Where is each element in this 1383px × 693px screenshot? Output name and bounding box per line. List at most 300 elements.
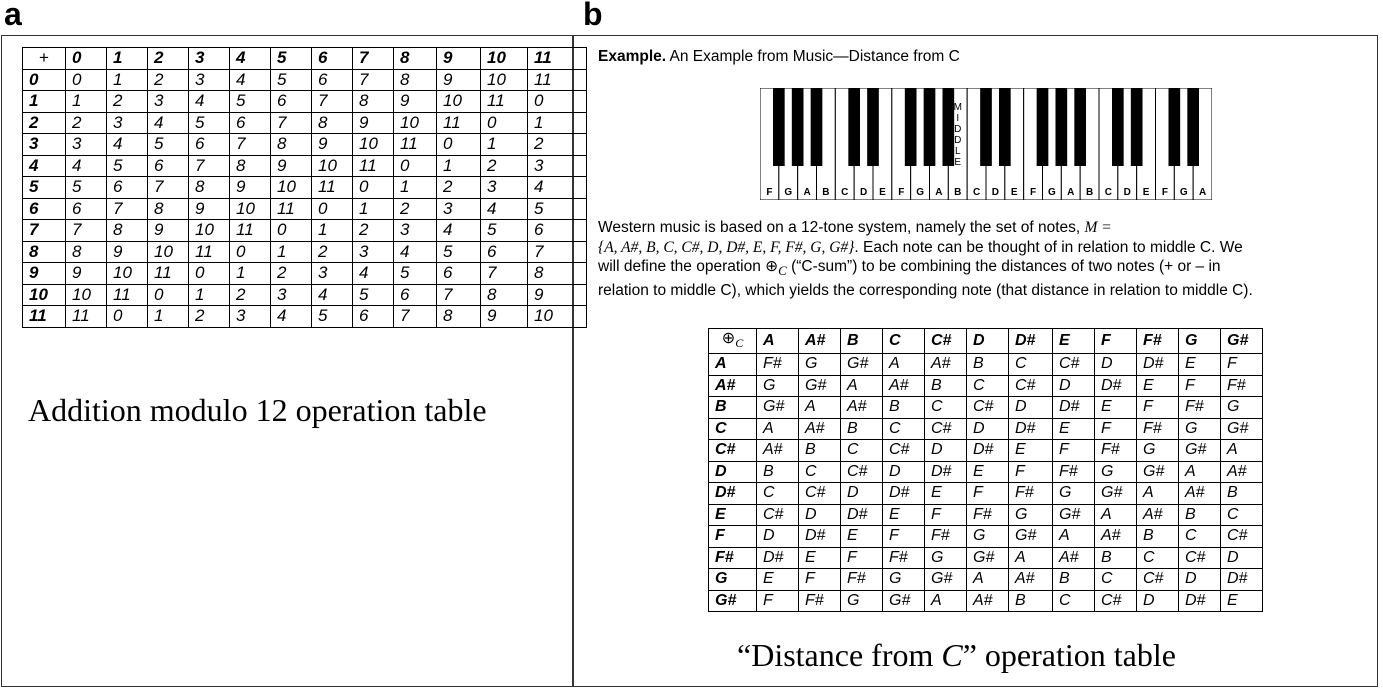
table-row: [709, 397, 1263, 419]
table-cell: C#: [883, 440, 925, 462]
table-cell: D: [841, 483, 883, 505]
table-cell: G#: [841, 354, 883, 376]
table-row: [709, 526, 1263, 548]
table-cell: B: [1009, 590, 1053, 612]
column-header: 0: [66, 48, 107, 70]
table-cell: 1: [189, 284, 230, 306]
table-cell: C#: [841, 461, 883, 483]
table-cell: 11: [148, 263, 189, 285]
black-key: [848, 88, 860, 166]
table-cell: 11: [312, 177, 353, 199]
column-header: A: [757, 329, 799, 354]
row-header: 3: [23, 134, 66, 156]
row-header: 10: [23, 284, 66, 306]
middle-c-marker-letter: D: [954, 124, 962, 135]
table-cell: 4: [312, 284, 353, 306]
table-cell: 1: [437, 155, 481, 177]
black-key: [1074, 88, 1086, 166]
table-cell: 7: [481, 263, 528, 285]
table-cell: A#: [1095, 526, 1137, 548]
table-cell: A#: [799, 418, 841, 440]
table-row: [23, 284, 587, 306]
table-cell: 10: [107, 263, 148, 285]
table-cell: G: [883, 569, 925, 591]
white-key-label: B: [822, 187, 830, 198]
black-key: [999, 88, 1011, 166]
black-key: [867, 88, 879, 166]
table-cell: 5: [394, 263, 437, 285]
row-header: 8: [23, 241, 66, 263]
row-header: 1: [23, 91, 66, 113]
table-cell: C: [1179, 526, 1221, 548]
table-cell: 6: [394, 284, 437, 306]
table-cell: E: [1221, 590, 1263, 612]
table-cell: G: [1053, 483, 1095, 505]
white-key-label: A: [935, 187, 943, 198]
table-cell: F#: [1179, 397, 1221, 419]
row-header: G: [709, 569, 757, 591]
table-cell: 0: [528, 91, 587, 113]
table-row: [709, 354, 1263, 376]
plus-corner-cell: +: [23, 48, 66, 70]
table-cell: A: [1221, 440, 1263, 462]
white-key-label: G: [1048, 187, 1056, 198]
table-cell: 4: [148, 112, 189, 134]
table-cell: 8: [528, 263, 587, 285]
table-cell: F#: [1221, 375, 1263, 397]
table-cell: 6: [271, 91, 312, 113]
white-key-label: A: [1198, 187, 1207, 198]
table-cell: D: [925, 440, 967, 462]
table-cell: F: [1221, 354, 1263, 376]
c-sum-subscript: C: [778, 263, 787, 279]
table-cell: 10: [312, 155, 353, 177]
table-cell: 10: [271, 177, 312, 199]
piano-keyboard-illustration: [760, 88, 1212, 200]
table-cell: A#: [1137, 504, 1179, 526]
table-cell: F: [841, 547, 883, 569]
caption-text: ” operation table: [962, 637, 1176, 673]
table-cell: 1: [271, 241, 312, 263]
table-cell: 11: [353, 155, 394, 177]
table-row: [23, 91, 587, 113]
table-cell: G: [1137, 440, 1179, 462]
table-cell: 5: [528, 198, 587, 220]
table-cell: 0: [189, 263, 230, 285]
table-cell: D: [883, 461, 925, 483]
table-cell: B: [883, 397, 925, 419]
table-cell: 8: [66, 241, 107, 263]
table-row: [23, 306, 587, 328]
table-cell: D#: [925, 461, 967, 483]
table-cell: C#: [967, 397, 1009, 419]
table-cell: 0: [481, 112, 528, 134]
table-cell: C: [799, 461, 841, 483]
column-header: E: [1053, 329, 1095, 354]
paragraph-line-2: [598, 238, 1370, 258]
table-cell: C: [1053, 590, 1095, 612]
table-cell: B: [841, 418, 883, 440]
white-key-label: C: [972, 187, 981, 198]
table-cell: 8: [437, 306, 481, 328]
table-cell: 5: [189, 112, 230, 134]
middle-c-marker-letter: I: [956, 113, 960, 124]
table-row: [23, 220, 587, 242]
table-row: [23, 241, 587, 263]
table-cell: 7: [189, 155, 230, 177]
table-cell: 4: [353, 263, 394, 285]
panel-a-label: a: [4, 0, 22, 32]
table-cell: B: [967, 354, 1009, 376]
middle-c-marker-letter: E: [954, 157, 962, 168]
table-cell: G#: [757, 397, 799, 419]
row-header: F#: [709, 547, 757, 569]
explanation-paragraph: [598, 218, 1370, 300]
table-row: [709, 440, 1263, 462]
table-cell: 11: [107, 284, 148, 306]
table-cell: 2: [312, 241, 353, 263]
table-cell: 8: [271, 134, 312, 156]
c-sum-operator: ⊕: [765, 258, 779, 275]
table-cell: 4: [271, 306, 312, 328]
table-cell: F#: [925, 526, 967, 548]
paragraph-line-3: [598, 257, 1370, 281]
table-cell: D: [1009, 397, 1053, 419]
table-row: [709, 418, 1263, 440]
table-row: [709, 590, 1263, 612]
table-cell: 5: [271, 69, 312, 91]
table-cell: 0: [394, 155, 437, 177]
table-cell: A#: [1053, 547, 1095, 569]
column-header: G#: [1221, 329, 1263, 354]
table-cell: A: [1095, 504, 1137, 526]
row-header: 2: [23, 112, 66, 134]
table-cell: 1: [230, 263, 271, 285]
table-cell: G#: [1221, 418, 1263, 440]
table-cell: 11: [230, 220, 271, 242]
table-cell: G: [1221, 397, 1263, 419]
table-cell: 3: [437, 198, 481, 220]
table-cell: 3: [394, 220, 437, 242]
table-cell: 7: [66, 220, 107, 242]
table-cell: D: [1137, 590, 1179, 612]
table-cell: C#: [1009, 375, 1053, 397]
table-cell: 7: [312, 91, 353, 113]
table-cell: 9: [271, 155, 312, 177]
black-key: [924, 88, 936, 166]
row-header: E: [709, 504, 757, 526]
table-cell: C#: [925, 418, 967, 440]
table-cell: D#: [1009, 418, 1053, 440]
table-cell: E: [841, 526, 883, 548]
table-cell: C#: [757, 504, 799, 526]
column-header: 2: [148, 48, 189, 70]
table-cell: 9: [353, 112, 394, 134]
table-cell: 7: [353, 69, 394, 91]
table-cell: 10: [230, 198, 271, 220]
table-cell: 2: [481, 155, 528, 177]
middle-c-marker-letter: D: [954, 135, 962, 146]
table-cell: B: [925, 375, 967, 397]
white-key-label: E: [879, 187, 886, 198]
column-header: 1: [107, 48, 148, 70]
table-cell: D#: [799, 526, 841, 548]
table-cell: E: [757, 569, 799, 591]
table-cell: G: [1179, 418, 1221, 440]
table-cell: 5: [148, 134, 189, 156]
row-header: A#: [709, 375, 757, 397]
table-cell: 4: [394, 241, 437, 263]
c-sum-operator: ⊕: [721, 330, 736, 347]
table-cell: 2: [189, 306, 230, 328]
table-cell: F: [967, 483, 1009, 505]
table-cell: G#: [925, 569, 967, 591]
table-cell: A#: [967, 590, 1009, 612]
white-key-label: G: [784, 187, 793, 198]
table-cell: D: [1053, 375, 1095, 397]
table-cell: 7: [107, 198, 148, 220]
table-cell: F: [757, 590, 799, 612]
example-title-text: An Example from Music—Distance from C: [669, 48, 960, 65]
table-cell: 10: [353, 134, 394, 156]
table-cell: A#: [757, 440, 799, 462]
table-cell: C#: [799, 483, 841, 505]
row-header: 9: [23, 263, 66, 285]
table-cell: 7: [271, 112, 312, 134]
row-header: 7: [23, 220, 66, 242]
table-cell: 5: [230, 91, 271, 113]
white-key-label: G: [916, 187, 924, 198]
row-header: D#: [709, 483, 757, 505]
column-header: 10: [481, 48, 528, 70]
table-cell: 4: [189, 91, 230, 113]
column-header: F#: [1137, 329, 1179, 354]
table-cell: D#: [1095, 375, 1137, 397]
table-cell: 9: [148, 220, 189, 242]
table-header-row: [23, 48, 587, 70]
table-cell: F#: [1095, 440, 1137, 462]
table-cell: 2: [353, 220, 394, 242]
table-cell: 10: [189, 220, 230, 242]
column-header: C#: [925, 329, 967, 354]
table-cell: 0: [107, 306, 148, 328]
table-cell: G#: [1137, 461, 1179, 483]
table-cell: D#: [1053, 397, 1095, 419]
table-cell: 4: [230, 69, 271, 91]
table-cell: B: [799, 440, 841, 462]
table-cell: F#: [967, 504, 1009, 526]
table-cell: E: [1009, 440, 1053, 462]
table-cell: D: [757, 526, 799, 548]
table-cell: 3: [312, 263, 353, 285]
table-cell: 3: [353, 241, 394, 263]
table-cell: 6: [528, 220, 587, 242]
table-cell: F#: [1009, 483, 1053, 505]
table-cell: C#: [1221, 526, 1263, 548]
middle-c-marker-letter: L: [954, 146, 961, 157]
table-cell: D#: [883, 483, 925, 505]
white-key-label: D: [991, 187, 1000, 198]
table-cell: A#: [1009, 569, 1053, 591]
table-cell: 5: [437, 241, 481, 263]
table-cell: G: [1009, 504, 1053, 526]
table-cell: G: [757, 375, 799, 397]
table-cell: F#: [1053, 461, 1095, 483]
table-cell: C#: [1179, 547, 1221, 569]
panel-a-caption: Addition modulo 12 operation table: [28, 392, 487, 428]
table-cell: 8: [394, 69, 437, 91]
paragraph-text: (“C-sum”) to be combining the distances of two notes (+ or – in: [786, 258, 1221, 275]
paragraph-text: . Each note can be thought of in relation to middle C. We: [854, 238, 1243, 256]
table-cell: G: [925, 547, 967, 569]
paragraph-text: will define the operation: [598, 258, 766, 275]
table-cell: 0: [148, 284, 189, 306]
column-header: 4: [230, 48, 271, 70]
table-cell: C#: [1137, 569, 1179, 591]
table-cell: 6: [437, 263, 481, 285]
table-row: [709, 547, 1263, 569]
black-key: [1168, 88, 1180, 166]
white-key-label: F: [898, 187, 905, 198]
table-cell: G: [967, 526, 1009, 548]
column-header: 3: [189, 48, 230, 70]
table-header-row: [709, 329, 1263, 354]
table-cell: F: [925, 504, 967, 526]
table-cell: 6: [230, 112, 271, 134]
table-cell: C#: [1053, 354, 1095, 376]
table-cell: A: [841, 375, 883, 397]
table-cell: 9: [189, 198, 230, 220]
white-key-label: E: [1142, 187, 1150, 198]
row-header: C: [709, 418, 757, 440]
table-cell: C: [757, 483, 799, 505]
table-cell: B: [1179, 504, 1221, 526]
table-cell: 4: [528, 177, 587, 199]
table-cell: D: [1179, 569, 1221, 591]
table-cell: 10: [437, 91, 481, 113]
column-header: 6: [312, 48, 353, 70]
table-cell: G#: [1095, 483, 1137, 505]
table-cell: D: [799, 504, 841, 526]
table-cell: 3: [271, 284, 312, 306]
table-cell: 6: [66, 198, 107, 220]
table-row: [709, 569, 1263, 591]
table-cell: 9: [107, 241, 148, 263]
table-cell: D#: [1221, 569, 1263, 591]
row-header: 6: [23, 198, 66, 220]
table-cell: G#: [1179, 440, 1221, 462]
black-key: [1112, 88, 1124, 166]
black-key: [811, 88, 823, 166]
table-row: [23, 155, 587, 177]
table-cell: 5: [66, 177, 107, 199]
table-cell: 10: [394, 112, 437, 134]
table-cell: A: [1009, 547, 1053, 569]
table-row: [23, 263, 587, 285]
table-cell: 0: [353, 177, 394, 199]
table-cell: 5: [481, 220, 528, 242]
table-cell: 5: [107, 155, 148, 177]
table-cell: 2: [271, 263, 312, 285]
table-cell: F: [799, 569, 841, 591]
table-cell: G: [841, 590, 883, 612]
table-cell: B: [1221, 483, 1263, 505]
column-header: A#: [799, 329, 841, 354]
table-cell: 10: [481, 69, 528, 91]
row-header: G#: [709, 590, 757, 612]
table-cell: F: [1179, 375, 1221, 397]
middle-c-marker-letter: M: [953, 102, 962, 113]
white-key-label: A: [1067, 187, 1075, 198]
table-cell: 8: [189, 177, 230, 199]
paragraph-line-4: relation to middle C), which yields the corresponding note (that distance in relation to middle C).: [598, 281, 1253, 299]
table-cell: C: [883, 418, 925, 440]
table-cell: C: [1221, 504, 1263, 526]
table-cell: 2: [230, 284, 271, 306]
table-cell: 6: [148, 155, 189, 177]
table-cell: 7: [394, 306, 437, 328]
table-cell: 0: [230, 241, 271, 263]
column-header: 7: [353, 48, 394, 70]
table-cell: G#: [967, 547, 1009, 569]
row-header: B: [709, 397, 757, 419]
table-cell: 0: [312, 198, 353, 220]
table-cell: A#: [1221, 461, 1263, 483]
table-cell: B: [1095, 547, 1137, 569]
table-cell: F: [1053, 440, 1095, 462]
white-key-label: D: [1123, 187, 1131, 198]
white-key-label: A: [803, 187, 811, 198]
table-cell: 6: [107, 177, 148, 199]
table-cell: D#: [757, 547, 799, 569]
table-cell: C: [1137, 547, 1179, 569]
table-cell: 10: [66, 284, 107, 306]
table-row: [709, 504, 1263, 526]
table-cell: B: [1137, 526, 1179, 548]
black-key: [905, 88, 917, 166]
table-cell: G#: [1053, 504, 1095, 526]
table-cell: 3: [66, 134, 107, 156]
table-cell: 9: [230, 177, 271, 199]
table-cell: E: [1053, 418, 1095, 440]
table-cell: G#: [1009, 526, 1053, 548]
table-cell: 5: [353, 284, 394, 306]
table-cell: 9: [528, 284, 587, 306]
table-cell: F: [1137, 397, 1179, 419]
table-cell: 2: [107, 91, 148, 113]
panel-b-label: b: [583, 0, 603, 32]
table-cell: 4: [107, 134, 148, 156]
table-cell: 7: [528, 241, 587, 263]
column-header: 9: [437, 48, 481, 70]
table-cell: 4: [481, 198, 528, 220]
row-header: 0: [23, 69, 66, 91]
white-key-label: F: [1030, 187, 1037, 198]
table-cell: 8: [148, 198, 189, 220]
table-cell: 3: [230, 306, 271, 328]
table-cell: 11: [66, 306, 107, 328]
table-cell: 9: [437, 69, 481, 91]
table-cell: F#: [841, 569, 883, 591]
white-key-label: F: [766, 187, 773, 198]
table-cell: E: [799, 547, 841, 569]
table-cell: D: [967, 418, 1009, 440]
table-cell: D: [1095, 354, 1137, 376]
table-cell: 4: [437, 220, 481, 242]
paragraph-text: Western music is based on a 12-tone system, namely the set of notes,: [598, 219, 1085, 236]
table-cell: 3: [107, 112, 148, 134]
table-cell: 2: [394, 198, 437, 220]
